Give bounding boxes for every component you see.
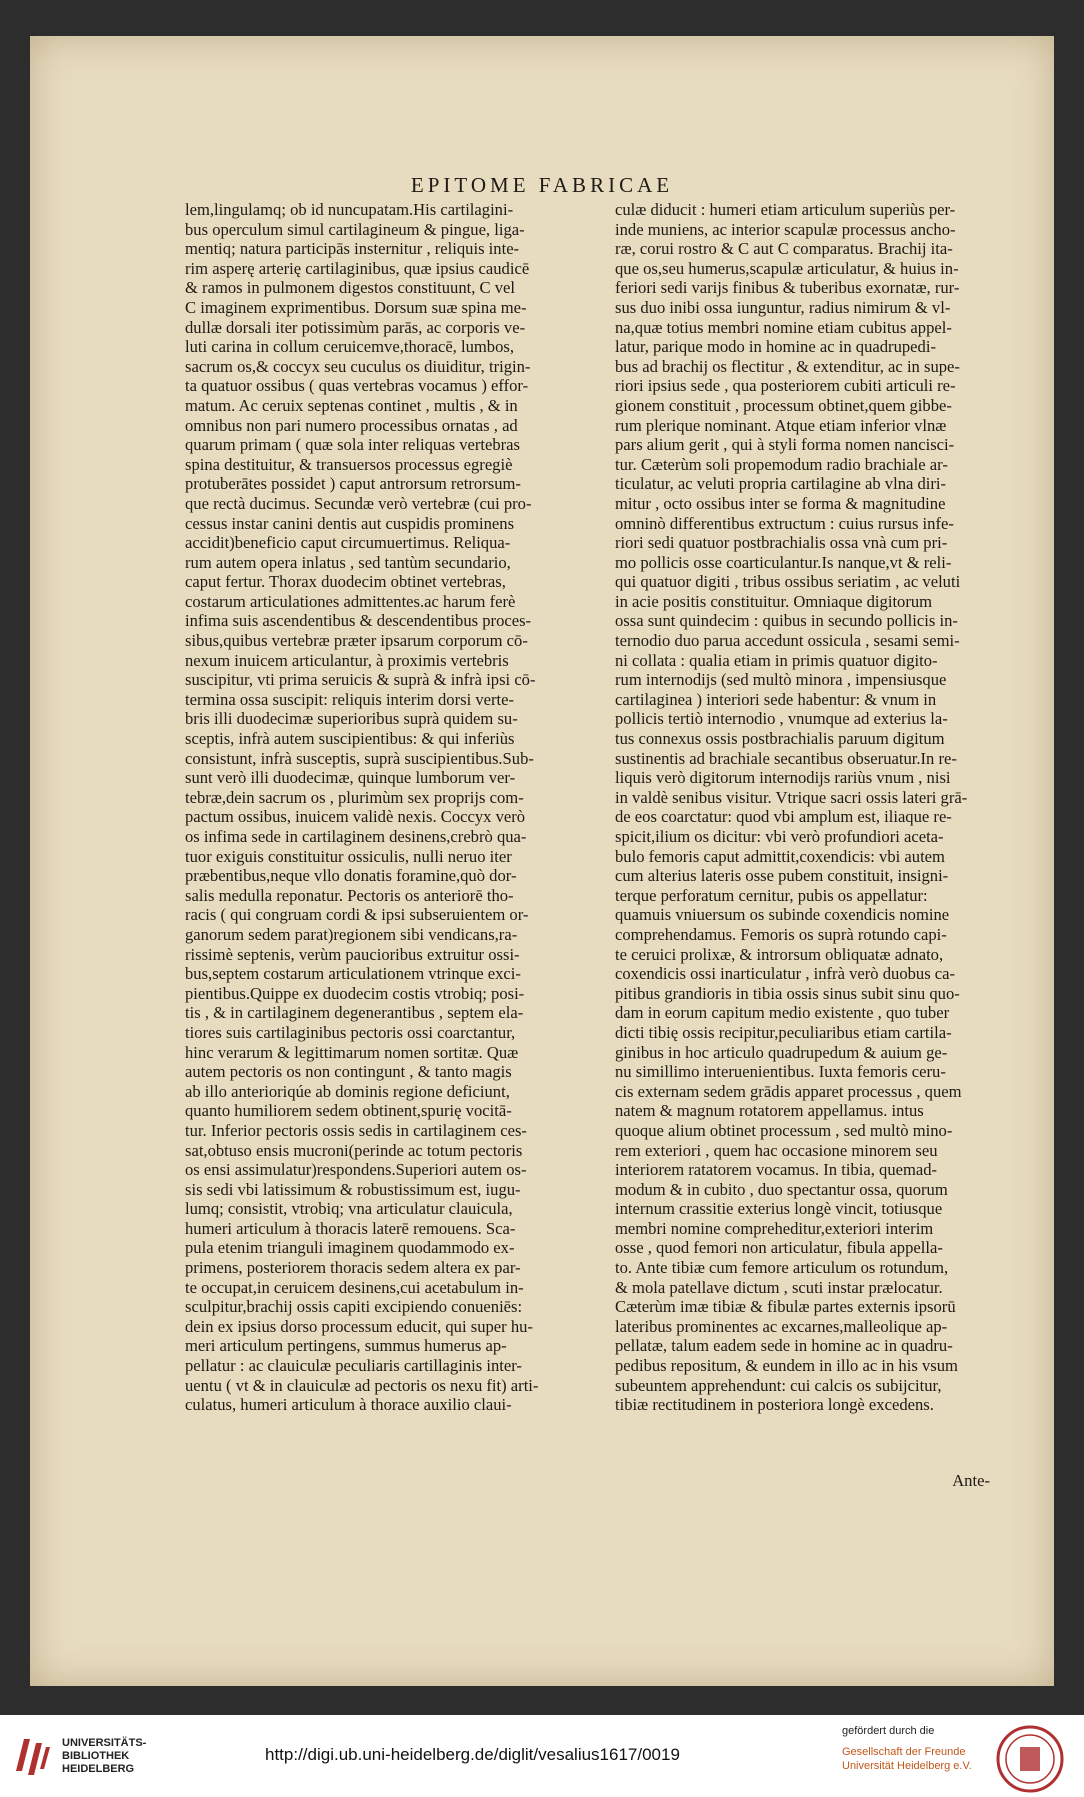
text-line: costarum articulationes admittentes.ac harum ferè [185, 591, 516, 611]
text-line: inde muniens, ac interior scapulæ processus ancho- [615, 219, 956, 239]
text-line: in acie positis constituitur. Omniaque digitorum [615, 591, 933, 611]
text-line: matum. Ac ceruix septenas continet , multis , & in [185, 395, 518, 415]
text-line: lumq; consistit, vtrobiq; vna articulatur clauicula, [185, 1199, 513, 1219]
text-line: sat,obtuso ensis mucroni(perinde ac totum pectoris [185, 1140, 523, 1160]
text-line: ternodio duo parua accedunt ossicula , sesami semi- [615, 631, 960, 651]
text-line: spina destituitur, & transuersos processus egregiè [185, 454, 513, 474]
text-line: os infima sede in cartilaginem desinens,crebrò qua- [185, 827, 527, 846]
text-line: dullæ dorsali iter potissimùm parās, ac corporis ve- [185, 317, 526, 337]
text-line: tis , & in cartilaginem degenerantibus , septem ela- [185, 1003, 524, 1023]
text-line: sis sedi vbi latissimum & robustissimum est, iugu- [185, 1179, 521, 1199]
text-line: lateribus prominentes ac excarnes,malleolique ap- [615, 1316, 948, 1336]
text-line: protuberātes possidet ) caput antrorsum retrorsum- [185, 474, 521, 494]
text-line: pedibus repositum, & eundem in illo ac in his vsum [615, 1356, 958, 1376]
left-text-column [185, 200, 603, 1415]
text-line: coxendicis ossi inarticulatur , infrà verò duobus ca- [615, 964, 956, 984]
text-line: tus connexus ossis postbrachialis paruum digitum [615, 729, 945, 749]
text-line: que os,seu humerus,scapulæ articulatur, & huius in- [615, 258, 959, 278]
text-line: hinc verarum & legittimarum nomen sortitæ. Quæ [185, 1042, 519, 1062]
right-text-column [615, 200, 1033, 1415]
text-line: rissimè septenis, verùm paucioribus extruitur ossi- [185, 944, 520, 964]
text-line: te ceruici prolixæ, & introrsum obliquatæ adnato, [615, 944, 944, 964]
text-line: sus duo inibi ossa iunguntur, radius nimirum & vl- [615, 297, 951, 317]
text-line: latur, parique modo in homine ac in quadrupedi- [615, 337, 936, 357]
text-line: bus operculum simul cartilagineum & pingue, liga- [185, 219, 525, 239]
text-line: riori sedi quatuor postbrachialis ossa vnà cum pri- [615, 533, 948, 553]
text-line: liquis verò digitorum internodijs rariùs vnum , nisi [615, 768, 951, 788]
text-line: primens, posteriorem thoracis sedem altera ex par- [185, 1258, 521, 1278]
text-line: dicti tibię ossis recipitur,peculiaribus etiam cartila- [615, 1022, 952, 1042]
text-line: mitur , octo ossibus inter se forma & magnitudine [615, 493, 946, 513]
text-line: uentu ( vt & in clauiculæ ad pectoris os nexu fit) arti- [185, 1375, 539, 1395]
text-line: natem & magnum rotatorem appellamus. intus [615, 1101, 924, 1121]
text-line: caput fertur. Thorax duodecim obtinet vertebras, [185, 572, 506, 592]
text-line: tur. Inferior pectoris ossis sedis in cartilaginem ces- [185, 1120, 527, 1140]
scanned-page [30, 36, 1054, 1686]
text-line: modum & in cubito , duo spectantur ossa, quorum [615, 1179, 948, 1199]
text-line: ræ, corui rostro & C aut C comparatus. Brachij ita- [615, 239, 953, 259]
text-line: racis ( qui congruam cordi & ipsi subseruientem or- [185, 905, 529, 925]
text-line: ginibus in hoc articulo quadrupedum & auium ge- [615, 1042, 948, 1062]
text-line: suscipitur, vti prima seruicis & suprà & infrà ipsi cō- [185, 670, 536, 690]
text-line: culæ diducit : humeri etiam articulum superiùs per- [615, 200, 956, 219]
text-line: tibiæ rectitudinem in posteriora longè excedens. [615, 1395, 934, 1415]
text-line: cartilaginea ) interiori sede habentur: & vnum in [615, 689, 937, 709]
text-line: Cæterùm imæ tibiæ & fibulæ partes externis ipsorū [615, 1297, 956, 1317]
text-line: interiorem ratatorem vocamus. In tibia, quemad- [615, 1160, 938, 1180]
text-line: bulo femoris caput admittit,coxendicis: vbi autem [615, 846, 945, 866]
text-line: termina ossa suscipit: reliquis interim dorsi verte- [185, 689, 515, 709]
text-line: mo pollicis osse coarticulantur.Is nanque,vt & reli- [615, 552, 952, 572]
text-line: ab illo anterioriqúe ab dominis regione deficiunt, [185, 1081, 510, 1101]
text-line: pula etenim trianguli imaginem quodammodo ex- [185, 1238, 515, 1258]
text-line: in valdè senibus visitur. Vtrique sacri ossis lateri grā- [615, 787, 968, 807]
text-line: rem exteriori , quem hac occasione minorem seu [615, 1140, 938, 1160]
text-line: pitibus grandioris in tibia ossis sinus subit sinu quo- [615, 983, 960, 1003]
text-line: bris illi duodecimæ superioribus suprà quidem su- [185, 709, 518, 729]
text-line: lem,lingulamq; ob id nuncupatam.His cartilagini- [185, 200, 514, 219]
text-line: te occupat,in ceruicem desinens,cui acetabulum in- [185, 1277, 524, 1297]
text-line: gionem constituit , processum obtinet,quem gibbe- [615, 395, 952, 415]
text-line: accidit)beneficio caput circumuertimus. Reliqua- [185, 533, 511, 553]
text-line: pars alium gerit , qui à styli forma nomen nancisci- [615, 435, 955, 455]
text-line: rum internodijs (sed multò minora , impensiusque [615, 670, 947, 690]
text-line: consistunt, infrà susceptis, suprà suscipientibus.Sub- [185, 748, 534, 768]
text-line: membri nomine compreheditur,exteriori interim [615, 1218, 934, 1238]
text-line: tiores suis cartilaginibus pectoris ossi coarctantur, [185, 1022, 516, 1042]
text-line: nu simillimo interuenientibus. Iuxta femoris ceru- [615, 1062, 946, 1082]
text-line: spicit,ilium os dicitur: vbi verò profundiori aceta- [615, 827, 944, 846]
text-line: os ensi assimulatur)respondens.Superiori autem os- [185, 1160, 527, 1180]
text-line: & ramos in pulmonem digestos constituunt, C vel [185, 278, 516, 298]
text-line: terque perforatum cernitur, pubis os appellatur: [615, 885, 928, 905]
text-line: bus,septem costarum articulationem vtrinque exci- [185, 964, 521, 984]
footer-bar [0, 1715, 1084, 1797]
university-seal-icon [996, 1725, 1064, 1793]
text-line: to. Ante tibiæ cum femore articulum os rotundum, [615, 1258, 949, 1278]
text-line: rum autem opera inlatus , sed tantùm secundario, [185, 552, 511, 572]
text-line: dam in eorum capitum medio existente , quo tuber [615, 1003, 950, 1023]
text-line: sunt verò illi duodecimæ, quinque lumborum ver- [185, 768, 516, 788]
text-line: luti carina in collum ceruicemve,thoracē, lumbos, [185, 337, 514, 357]
text-line: feriori sedi varijs finibus & tuberibus exornatæ, rur- [615, 278, 960, 298]
text-line: subeuntem apprehendunt: cui calcis os subijcitur, [615, 1375, 942, 1395]
library-name: UNIVERSITÄTS- BIBLIOTHEK HEIDELBERG [62, 1737, 147, 1775]
text-line: cessus instar canini dentis aut cuspidis prominens [185, 513, 515, 533]
text-line: quanto humiliorem sedem obtinent,spurię vocitā- [185, 1101, 512, 1121]
text-line: autem pectoris os non contingunt , & tanto magis [185, 1062, 512, 1082]
text-line: quamuis vniuersum os subinde coxendicis nomine [615, 905, 950, 925]
text-line: pellatur : ac clauiculæ peculiaris cartillaginis inter- [185, 1356, 522, 1376]
text-line: na,quæ totius membri nomine etiam cubitus appel- [615, 317, 952, 337]
text-line: nexum inuicem articulantur, à proximis vertebris [185, 650, 509, 670]
running-header: EPITOME FABRICAE [410, 173, 674, 197]
text-line: pollicis tertiò internodio , vnumque ad exterius la- [615, 709, 948, 729]
text-line: internum crassitie exterius longè vincit, totiusque [615, 1199, 943, 1219]
permalink-url[interactable]: http://digi.ub.uni-heidelberg.de/diglit/vesalius1617/0019 [265, 1745, 680, 1764]
text-line: pellatæ, talum eadem sede in homine ac in quadru- [615, 1336, 953, 1356]
text-line: sceptis, infrà autem suscipientibus: & qui inferiùs [185, 729, 515, 749]
text-line: rum plerique nominant. Atque etiam inferior vlnæ [615, 415, 947, 435]
text-line: qui quatuor digiti , tribus ossibus seriatim , ac veluti [615, 572, 961, 592]
sponsor-name: Gesellschaft der Freunde Universität Heidelberg e.V. [842, 1746, 972, 1772]
library-logo-icon [10, 1729, 54, 1783]
text-line: rim asperę arterię cartilaginibus, quæ ipsius caudicē [185, 258, 530, 278]
text-line: & mola patellave dictum , scuti instar prælocatur. [615, 1277, 943, 1297]
text-line: omnibus non pari numero processibus ornatas , ad [185, 415, 518, 435]
text-line: tebræ,dein sacrum os , plurimùm sex proprijs com- [185, 787, 524, 807]
text-line: sibus,quibus vertebræ præter ipsarum corporum cō- [185, 631, 528, 651]
text-line: bus ad brachij os flectitur , & extenditur, ac in supe- [615, 356, 960, 376]
text-line: cum alterius lateris osse pubem constituit, insigni- [615, 866, 949, 886]
text-line: riori ipsius sede , qua posteriorem cubiti articuli re- [615, 376, 956, 396]
text-line: osse , quod femori non articulatur, fibula appella- [615, 1238, 943, 1258]
text-line: ossa sunt quindecim : quibus in secundo pollicis in- [615, 611, 958, 631]
text-line: culatus, humeri articulum à thorace auxilio claui- [185, 1395, 512, 1415]
catchword: Ante- [952, 1471, 990, 1490]
text-line: pactum ossibus, inuicem validè nexis. Coccyx verò [185, 807, 526, 827]
text-line: salis medulla reponatur. Pectoris os anteriorē tho- [185, 885, 514, 905]
text-line: tur. Cæterùm soli propemodum radio brachiale ar- [615, 454, 948, 474]
text-line: dein ex ipsius dorso processum educit, qui super hu- [185, 1316, 533, 1336]
text-line: C imaginem exprimentibus. Dorsum suæ spina me- [185, 297, 527, 317]
text-line: humeri articulum à thoracis laterē remouens. Sca- [185, 1218, 516, 1238]
text-line: quarum primam ( quæ sola inter reliquas vertebras [185, 435, 521, 455]
text-line: que rectà ducimus. Secundæ verò vertebræ (cui pro- [185, 493, 532, 513]
text-line: ganorum sedem parat)regionem sibi vendicans,ra- [185, 924, 518, 944]
text-line: pientibus.Quippe ex duodecim costis vtrobiq; posi- [185, 983, 525, 1003]
text-line: infima suis ascendentibus & descendentibus proces- [185, 611, 532, 631]
text-line: comprehendamus. Femoris os suprà rotundo capi- [615, 924, 947, 944]
text-line: ticulatur, ac veluti propria cartilagine ab vlna diri- [615, 474, 947, 494]
text-line: ni collata : qualia etiam in primis quatuor digito- [615, 650, 938, 670]
text-line: mentiq; natura participās insternitur , reliquis inte- [185, 239, 520, 259]
text-line: omninò differentibus extructum : cuius rursus infe- [615, 513, 954, 533]
text-line: præbentibus,neque vllo donatis foramine,quò dor- [185, 866, 517, 886]
text-line: quoque alium obtinet processum , sed multò mino- [615, 1120, 953, 1140]
text-line: de eos coarctatur: quod vbi amplum est, iliaque re- [615, 807, 952, 827]
text-line: meri articulum pertingens, summus humerus ap- [185, 1336, 507, 1356]
text-line: sacrum os,& coccyx seu cuculus os diuiditur, trigin- [185, 356, 531, 376]
text-line: ta quatuor ossibus ( quas vertebras vocamus ) effor- [185, 376, 529, 396]
text-line: cis externam sedem grādis apparet processus , quem [615, 1081, 962, 1101]
text-line: tuor exiguis constituitur ossiculis, nulli neruo iter [185, 846, 512, 866]
sponsor-label: gefördert durch die [842, 1725, 935, 1737]
text-line: sustinentis ad brachiale secantibus obseruatur.In re- [615, 748, 957, 768]
text-line: sculpitur,brachij ossis capiti excipiendo conueniēs: [185, 1297, 523, 1317]
